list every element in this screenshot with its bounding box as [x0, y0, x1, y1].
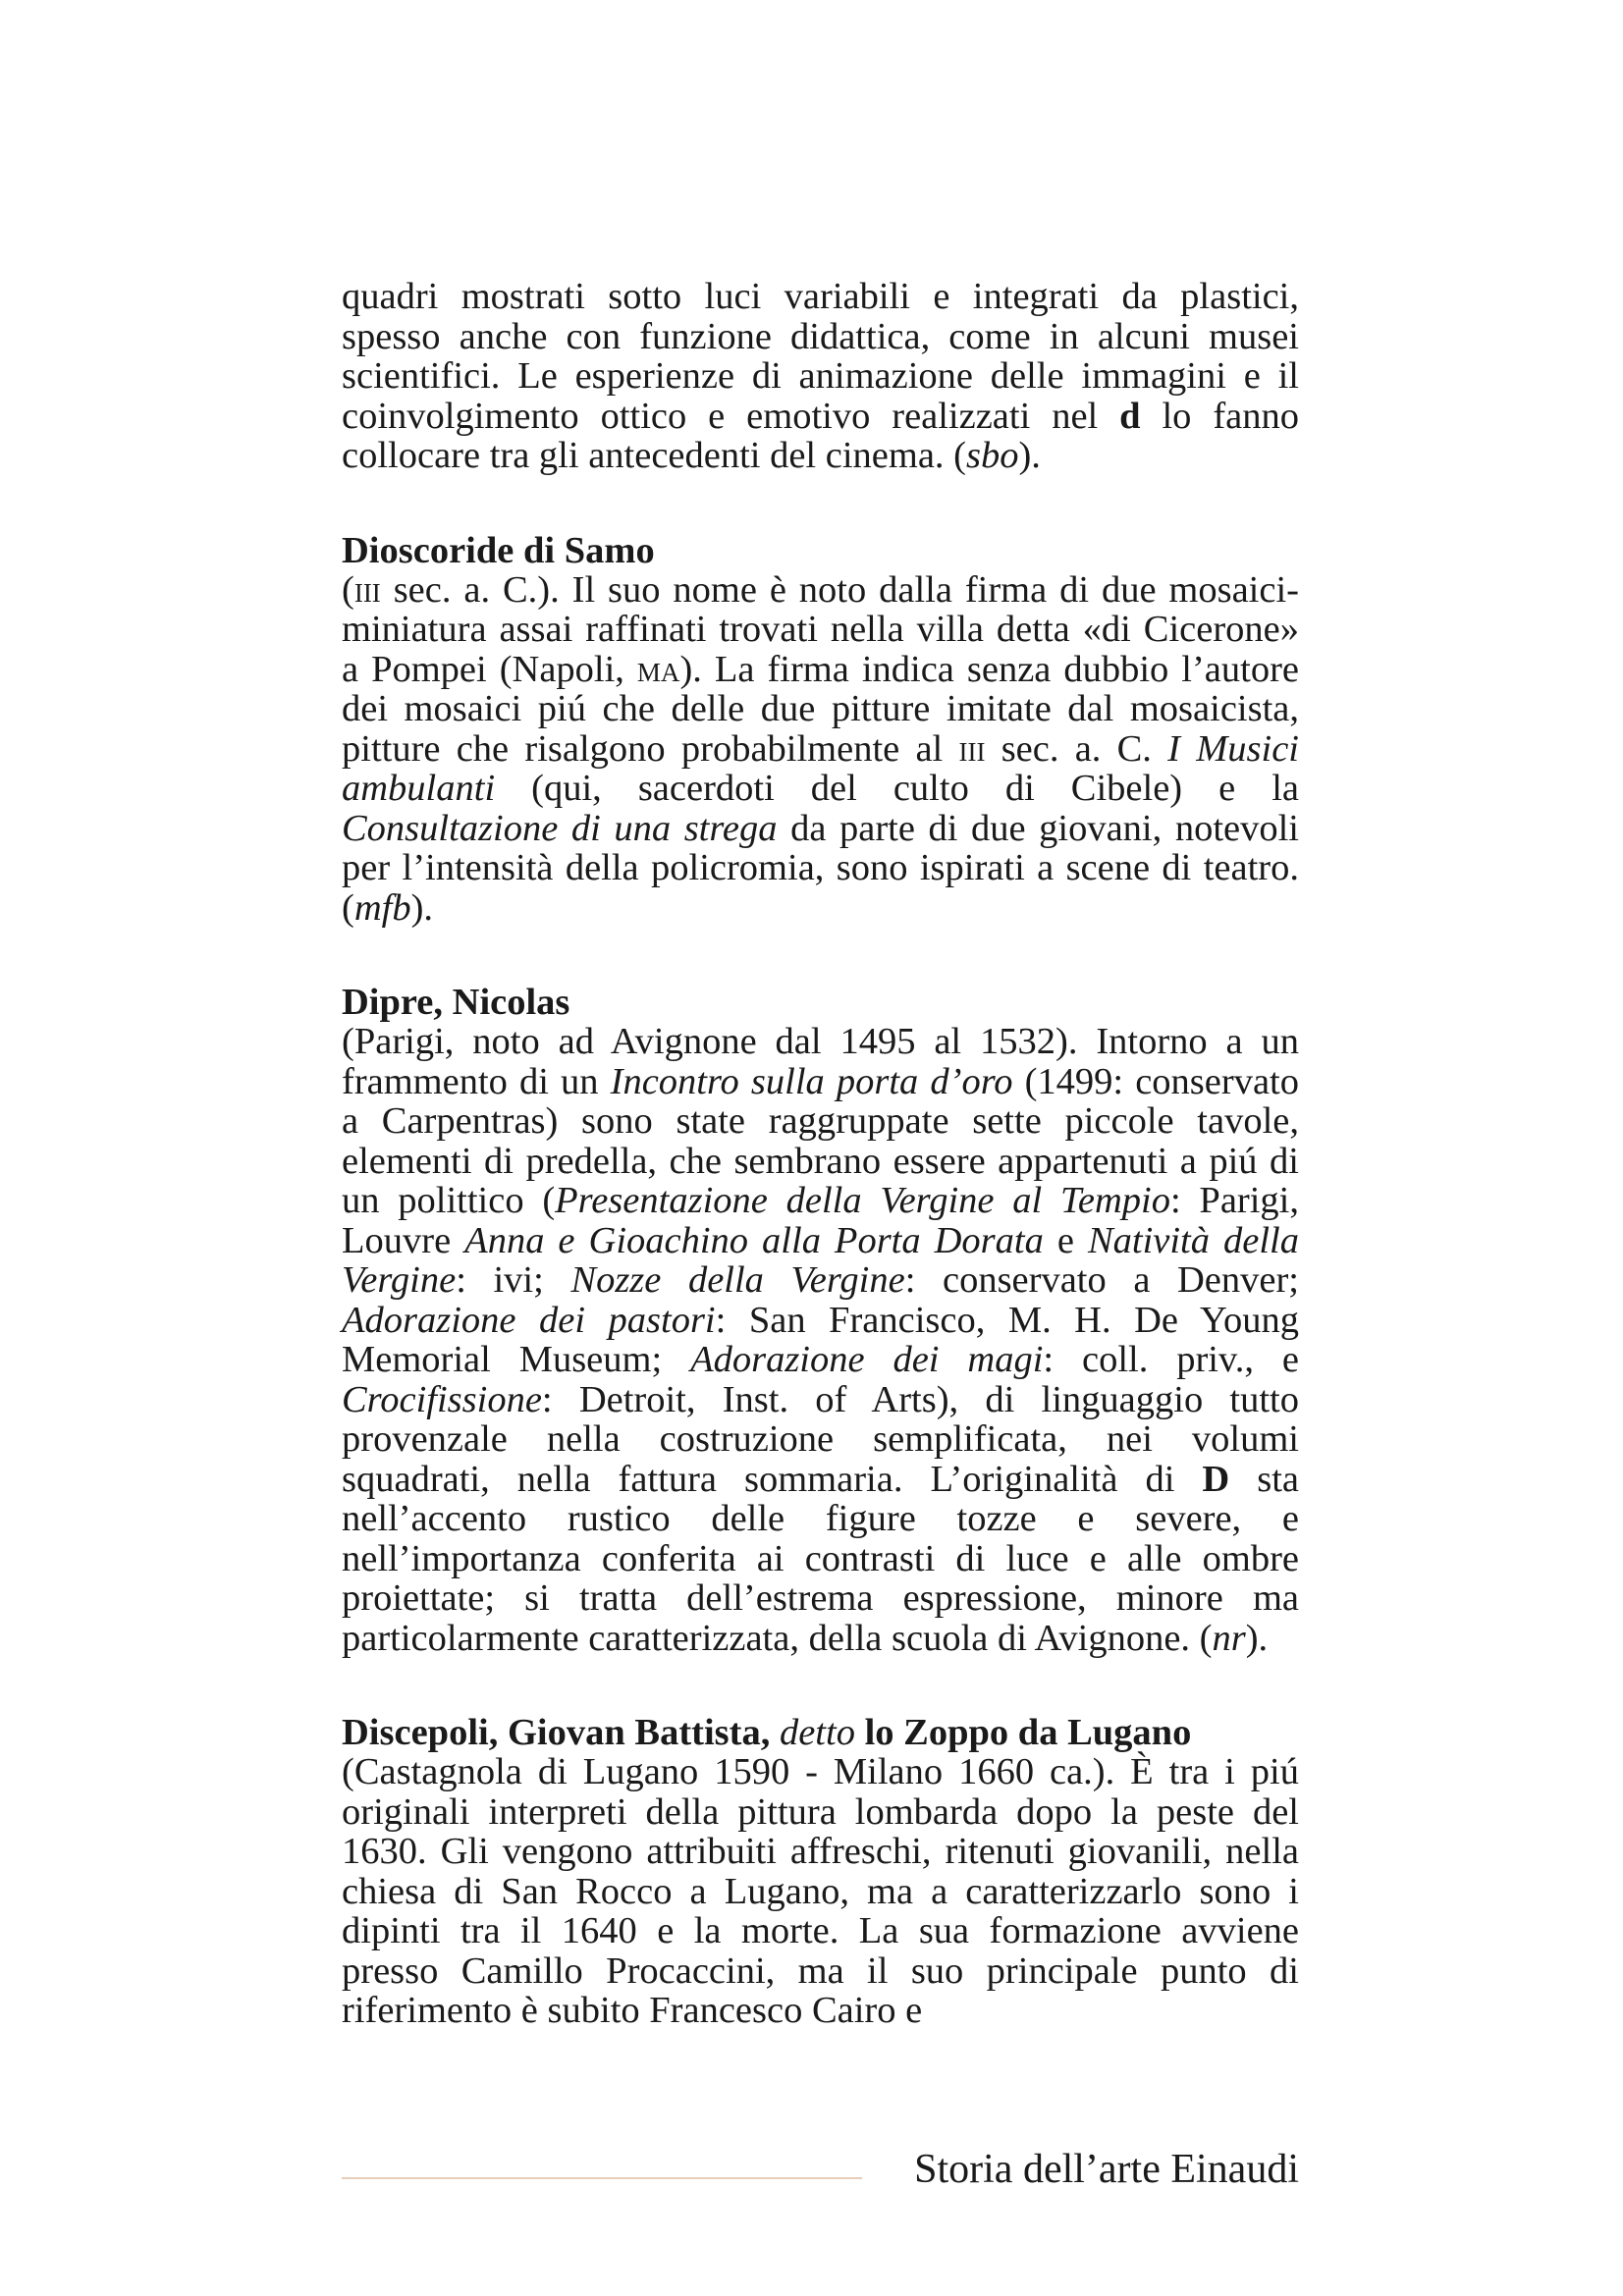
text-run: lo Zoppo da Lugano — [854, 1712, 1192, 1753]
text-run: : conservato a Denver; — [904, 1259, 1299, 1301]
italic-text: sbo — [965, 435, 1019, 476]
text-run: : Detroit, Inst. of Arts), di linguaggio tutto provenzale nella costruzione semplificata, nei volumi squadrati, nella fattura sommaria. L’originalità di — [342, 1378, 1299, 1500]
text-run: (Castagnola di Lugano 1590 - Milano 1660 ca.). È tra i piú originali interpreti della pittura lombarda dopo la peste del 1630. Gli vengono attribuiti affreschi, ritenuti giovanili, nella chiesa di San Rocco a Lugano, ma a caratterizzarlo sono i dipinti tra il 1640 e la morte. La sua formazione avviene presso Camillo Procaccini, ma il suo principale punto di riferimento è subito Francesco Cairo e — [342, 1751, 1299, 2031]
text-run: da parte di due giovani, notevoli per l’intensità della policromia, sono ispirati a scene di teatro. ( — [342, 807, 1299, 929]
text-run: sec. a. C. — [985, 727, 1168, 770]
text-run: (Parigi, noto ad Avignone dal 1495 al 1532). Intorno a un frammento di un — [342, 1021, 1299, 1102]
footer-rule — [342, 2177, 862, 2179]
text-run: ). — [1018, 435, 1041, 476]
entry-title — [342, 1713, 1299, 1752]
text-run: : Parigi, Louvre — [342, 1180, 1299, 1261]
entry-discepoli — [342, 1713, 1299, 2031]
footer-label: Storia dell’arte Einaudi — [914, 2147, 1299, 2192]
text-run: Dipre, Nicolas — [342, 982, 570, 1023]
bold-text: d — [1119, 395, 1141, 437]
italic-text: Natività della Vergine — [342, 1219, 1299, 1301]
small-caps-text: ma — [636, 648, 680, 690]
entry-body — [342, 1022, 1299, 1658]
text-run: : San Francisco, M. H. De Young Memorial Museum; — [342, 1299, 1299, 1380]
text-run: : coll. priv., e — [1043, 1339, 1299, 1380]
text-run: : ivi; — [456, 1259, 571, 1301]
entry-body — [342, 570, 1299, 929]
text-run: (qui, sacerdoti del culto di Cibele) e la — [495, 768, 1299, 809]
entry-title — [342, 531, 1299, 570]
italic-text: Nozze della Vergine — [570, 1259, 905, 1301]
text-run: Discepoli, Giovan Battista, — [342, 1712, 780, 1753]
italic-text: detto — [779, 1712, 855, 1753]
entry-title — [342, 983, 1299, 1022]
page-text — [342, 277, 1299, 2031]
italic-text: Presentazione della Vergine al Tempio — [555, 1180, 1170, 1221]
entry-body — [342, 1752, 1299, 2031]
italic-text: Adorazione dei pastori — [342, 1299, 716, 1341]
italic-text: Adorazione dei magi — [690, 1339, 1044, 1380]
text-run: lo fanno collocare tra gli antecedenti del cinema. ( — [342, 395, 1300, 476]
text-run: sec. a. C.). Il suo nome è noto dalla firma di due mosaici-miniatura assai raffinati trovati nella villa detta «di Cicerone» a Pompei (Napoli, — [342, 568, 1299, 690]
italic-text: I Musici ambulanti — [342, 727, 1299, 809]
bold-text: D — [1202, 1458, 1230, 1500]
italic-text: mfb — [353, 886, 411, 929]
text-run: ). — [410, 886, 434, 929]
small-caps-text: iii — [353, 568, 381, 611]
italic-text: Crocifissione — [342, 1378, 542, 1420]
text-run: ). — [1245, 1617, 1269, 1659]
text-run: ). La firma indica senza dubbio l’autore dei mosaici piú che delle due pitture imitate dal mosaicista, pitture che risalgono probabilmente al — [342, 648, 1299, 770]
text-run: sta nell’accento rustico delle figure tozze e severe, e nell’importanza conferita ai contrasti di luce e alle ombre proiettate; si tratta dell’estrema espressione, minore ma particolarmente caratterizzata, della scuola di Avignone. ( — [342, 1458, 1299, 1659]
entry-dipre — [342, 983, 1299, 1658]
entry-dioscoride — [342, 531, 1299, 929]
text-run: Dioscoride di Samo — [342, 529, 655, 571]
intro-paragraph — [342, 277, 1299, 476]
italic-text: Incontro sulla porta d’oro — [610, 1060, 1013, 1102]
italic-text: nr — [1212, 1617, 1246, 1659]
italic-text: Anna e Gioachino alla Porta Dorata — [464, 1219, 1044, 1261]
text-run: e — [1043, 1219, 1088, 1261]
small-caps-text: iii — [958, 727, 986, 770]
italic-text: Consultazione di una strega — [342, 807, 778, 849]
text-run: quadri mostrati sotto luci variabili e integrati da plastici, spesso anche con funzione didattica, come in alcuni musei scientifici. Le esperienze di animazione delle immagini e il coinvolgimento ottico e emotivo realizzati nel — [342, 276, 1299, 437]
text-run: (1499: conservato a Carpentras) sono state raggruppate sette piccole tavole, elementi di predella, che sembrano essere appartenuti a piú di un polittico ( — [342, 1060, 1299, 1221]
text-run: ( — [342, 568, 354, 611]
